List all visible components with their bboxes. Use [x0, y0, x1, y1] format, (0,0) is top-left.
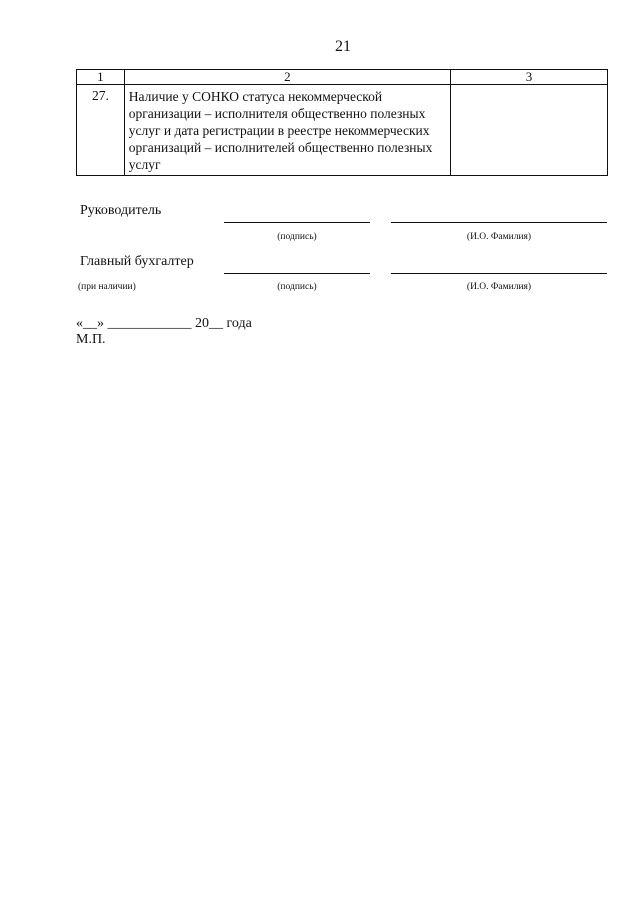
table-row: [77, 85, 608, 176]
table-header-row: [77, 70, 608, 85]
accountant-name-caption: (И.О. Фамилия): [466, 282, 532, 292]
row-number: 27.: [77, 85, 125, 176]
head-label: Руководитель: [80, 203, 162, 218]
head-signature-caption: (подпись): [277, 232, 317, 242]
accountant-label: Главный бухгалтер: [80, 254, 194, 269]
head-name-caption: (И.О. Фамилия): [466, 232, 532, 242]
accountant-signature-caption: (подпись): [277, 282, 317, 292]
head-signature-line: [224, 222, 370, 223]
row-description: Наличие у СОНКО статуса некоммерческой организации – исполнителя общественно полезных услуг и дата регистрации в реестре некоммерческих организаций – исполнителей общественно полезных услуг: [124, 85, 450, 176]
row-value: [451, 85, 608, 176]
head-name-line: [391, 222, 607, 223]
page-number: 21: [335, 38, 351, 55]
date-line: «__» ____________ 20__ года: [76, 316, 252, 331]
accountant-note: (при наличии): [78, 282, 136, 292]
stamp-label: М.П.: [76, 332, 106, 347]
data-table: [76, 69, 608, 176]
accountant-name-line: [391, 273, 607, 274]
accountant-signature-line: [224, 273, 370, 274]
table-header-cell: 3: [451, 70, 608, 85]
table-header-cell: 1: [77, 70, 125, 85]
table-header-cell: 2: [124, 70, 450, 85]
